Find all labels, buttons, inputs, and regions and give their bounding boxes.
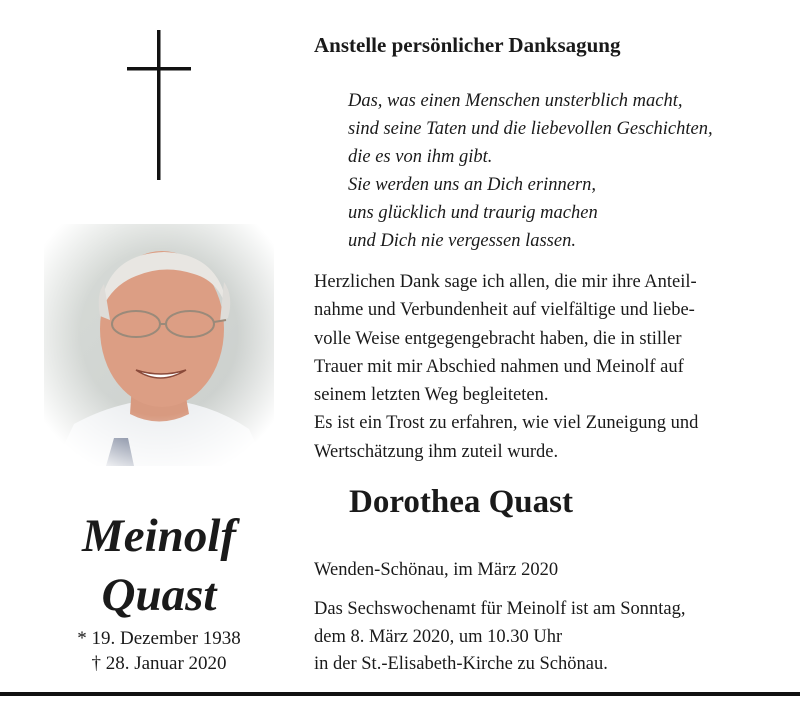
thanks-line: Wertschätzung ihm zuteil wurde.	[314, 441, 559, 462]
poem-line: sind seine Taten und die liebevollen Geschichten,	[348, 119, 713, 139]
portrait-photo	[44, 224, 274, 466]
thanks-line: Es ist ein Trost zu erfahren, wie viel Zuneigung und	[314, 413, 699, 434]
thanks-line: volle Weise entgegengebracht haben, die in stiller	[314, 328, 682, 349]
notice-heading: Anstelle persönlicher Danksagung	[314, 33, 621, 57]
thanks-text	[314, 268, 698, 466]
thanks-line: Herzlichen Dank sage ich allen, die mir ihre Anteil-	[314, 272, 697, 292]
service-line: Das Sechswochenamt für Meinolf ist am Sonntag,	[314, 599, 686, 619]
deceased-first-name: Meinolf	[81, 510, 237, 562]
service-info	[314, 596, 685, 679]
poem-line: Sie werden uns an Dich erinnern,	[348, 175, 596, 195]
poem-line: und Dich nie vergessen lassen.	[348, 231, 576, 251]
poem-line: uns glücklich und traurig machen	[348, 203, 598, 223]
cross-icon	[127, 30, 191, 180]
poem-line: Das, was einen Menschen unsterblich macht,	[348, 91, 683, 111]
birth-date: * 19. Dezember 1938	[77, 628, 241, 649]
thanks-line: nahme und Verbundenheit auf vielfältige und liebe-	[314, 300, 695, 321]
bottom-rule	[0, 692, 800, 696]
service-line: dem 8. März 2020, um 10.30 Uhr	[314, 626, 563, 647]
place-date: Wenden-Schönau, im März 2020	[314, 560, 559, 580]
thanks-line: seinem letzten Weg begleiteten.	[314, 385, 549, 406]
poem-line: die es von ihm gibt.	[348, 147, 493, 167]
poem	[348, 87, 713, 255]
deceased-last-name: Quast	[101, 569, 217, 621]
death-date: † 28. Januar 2020	[91, 653, 227, 674]
thanks-line: Trauer mit mir Abschied nahmen und Meinolf auf	[314, 356, 684, 377]
service-line: in der St.-Elisabeth-Kirche zu Schönau.	[314, 654, 608, 674]
signer-name: Dorothea Quast	[349, 484, 573, 520]
